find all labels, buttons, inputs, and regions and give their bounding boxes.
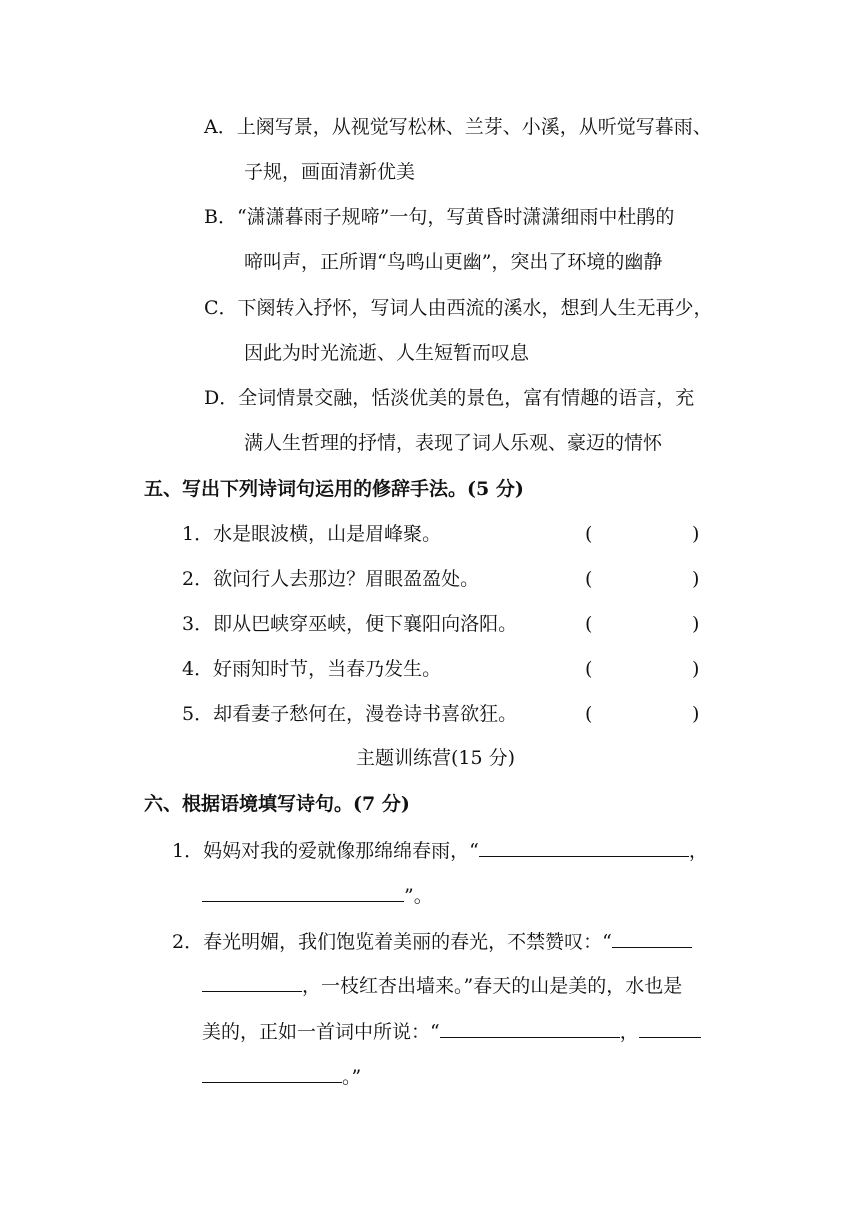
q1-line2 xyxy=(202,883,433,908)
option-c-line2: 因此为时光流逝、人生短暂而叹息 xyxy=(244,342,530,364)
q2-line2 xyxy=(202,973,682,998)
theme-title: 主题训练营(15 分) xyxy=(356,747,516,769)
section5-item-3: 3．即从巴峡穿巫峡，便下襄阳向洛阳。 xyxy=(182,613,518,635)
answer-paren-close-1: ) xyxy=(692,523,700,545)
q1-line1 xyxy=(172,838,708,863)
answer-paren-open-1: ( xyxy=(585,523,593,545)
option-b-line2: 啼叫声，正所谓“鸟鸣山更幽”，突出了环境的幽静 xyxy=(244,251,663,273)
option-d-line2: 满人生哲理的抒情，表现了词人乐观、豪迈的情怀 xyxy=(244,432,663,454)
q2-text-d: ， xyxy=(619,1021,639,1043)
section5-item-2: 2．欲问行人去那边？眉眼盈盈处。 xyxy=(182,568,480,590)
q2-line3 xyxy=(202,1019,701,1044)
section5-item-5: 5．却看妻子愁何在，漫卷诗书喜欲狂。 xyxy=(182,703,518,725)
q2-blank-2[interactable] xyxy=(440,1019,620,1038)
answer-paren-open-4: ( xyxy=(585,658,593,680)
section5-item-1: 1．水是眼波横，山是眉峰聚。 xyxy=(182,523,442,545)
q2-line4 xyxy=(202,1064,361,1089)
q1-text-a: 1．妈妈对我的爱就像那绵绵春雨，“ xyxy=(172,840,479,862)
answer-paren-close-2: ) xyxy=(692,568,700,590)
q2-blank-1b[interactable] xyxy=(202,973,302,992)
q2-text-a: 2．春光明媚，我们饱览着美丽的春光，不禁赞叹：“ xyxy=(172,931,612,953)
answer-paren-close-5: ) xyxy=(692,703,700,725)
answer-paren-close-4: ) xyxy=(692,658,700,680)
option-a-line2: 子规，画面清新优美 xyxy=(244,161,416,183)
option-d-line1: D．全词情景交融，恬淡优美的景色，富有情趣的语言，充 xyxy=(204,387,695,409)
q2-line1 xyxy=(172,929,692,954)
option-b-line1: B．“潇潇暮雨子规啼”一句，写黄昏时潇潇细雨中杜鹃的 xyxy=(204,206,675,228)
answer-paren-open-3: ( xyxy=(585,613,593,635)
q2-blank-3b[interactable] xyxy=(202,1064,342,1083)
section5-heading: 五、写出下列诗词句运用的修辞手法。(5 分) xyxy=(144,478,524,500)
answer-paren-open-2: ( xyxy=(585,568,593,590)
q2-blank-3a[interactable] xyxy=(639,1019,701,1038)
q2-text-c: 美的，正如一首词中所说：“ xyxy=(202,1021,440,1043)
section5-item-4: 4．好雨知时节，当春乃发生。 xyxy=(182,658,442,680)
q2-blank-1a[interactable] xyxy=(612,929,692,948)
option-a-line1: A．上阕写景，从视觉写松林、兰芽、小溪，从听觉写暮雨、 xyxy=(204,116,712,138)
answer-paren-close-3: ) xyxy=(692,613,700,635)
q1-blank-1[interactable] xyxy=(479,838,689,857)
q1-text-b: ， xyxy=(688,840,708,862)
section6-heading: 六、根据语境填写诗句。(7 分) xyxy=(144,793,410,815)
option-c-line1: C．下阕转入抒怀，写词人由西流的溪水，想到人生无再少， xyxy=(204,297,713,319)
answer-paren-open-5: ( xyxy=(585,703,593,725)
q2-text-b: ，一枝红杏出墙来。”春天的山是美的，水也是 xyxy=(302,975,683,997)
q1-text-c: ”。 xyxy=(404,885,433,907)
q2-text-e: 。” xyxy=(342,1066,362,1088)
q1-blank-2[interactable] xyxy=(202,883,404,902)
